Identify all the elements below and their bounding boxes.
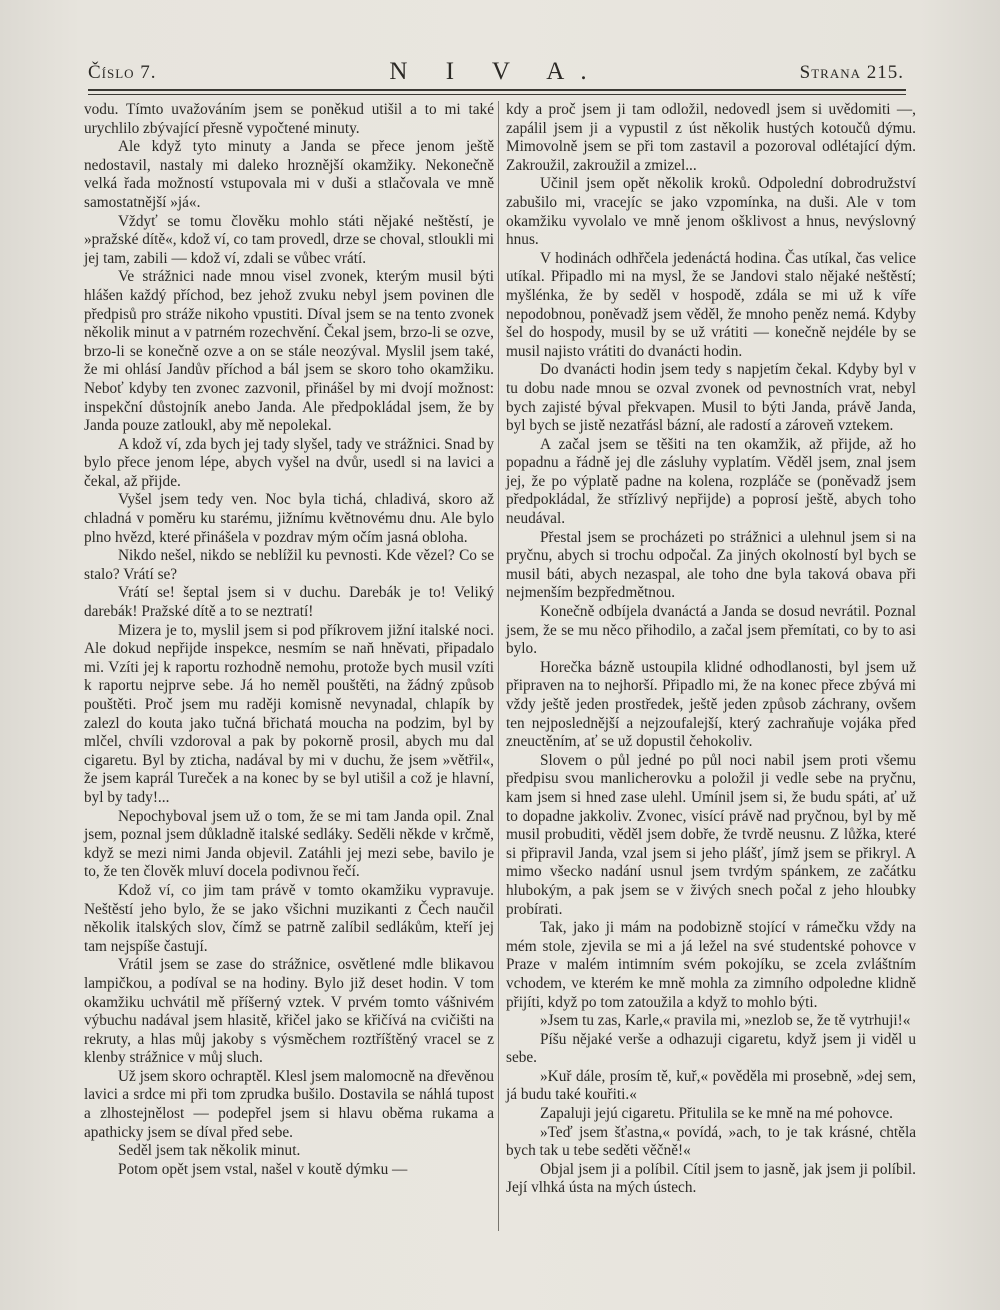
paragraph: Vyšel jsem tedy ven. Noc byla tichá, chladivá, skoro až chladná v poměru ku starému, jižnímu květnovému dnu. Ale bylo plno hvězd, které přinášela v pozdrav mým očím jasná obloha. — [84, 491, 494, 546]
right-column — [506, 101, 916, 1198]
issue-number: Číslo 7. — [88, 62, 157, 83]
page-header — [88, 60, 904, 90]
paragraph: Do dvanácti hodin jsem tedy s napjetím čekal. Kdyby byl v tu dobu nade mnou se ozval zvonek od pevnostních vrat, nebyl bych zajisté býval překvapen. Musil to býti Janda, právě Janda, byl bych se jistě nezatřásl bázní, ale radostí a zároveň vztekem. — [506, 361, 916, 435]
paragraph: Seděl jsem tak několik minut. — [118, 1142, 301, 1160]
paragraph: kdy a proč jsem ji tam odložil, nedovedl jsem si uvědomiti —, zapálil jsem ji a vypustil z úst několik hustých kotoučů dýmu. Mimovolně jsem se při tom zastavil a pozoroval odlétající dým. Zakroužil, zakroužil a zmizel... — [506, 101, 916, 174]
paragraph: »Jsem tu zas, Karle,« pravila mi, »nezlob se, že tě vytrhuji!« — [540, 1012, 911, 1030]
paragraph: Píšu nějaké verše a odhazuji cigaretu, když jsem ji viděl u sebe. — [506, 1030, 916, 1067]
paragraph: Nepochyboval jsem už o tom, že se mi tam Janda opil. Znal jsem, poznal jsem důkladně italské sedláky. Seděli někde v krčmě, když se mezi nimi Janda objevil. Zatáhli jej mezi sebe, bavilo je to, že ten člověk mluví docela podivnou řečí. — [84, 807, 494, 881]
paragraph: Vrátí se! šeptal jsem si v duchu. Darebák je to! Veliký darebák! Pražské dítě a to se neztratí! — [84, 584, 494, 621]
header-rule-thick — [88, 89, 906, 91]
paragraph: Už jsem skoro ochraptěl. Klesl jsem malomocně na dřevěnou lavici a srdce mi při tom zprudka bušilo. Dostavila se náhlá tupost a zlhostejnělost — podepřel jsem si hlavu oběma rukama a apathicky jsem se díval před sebe. — [84, 1067, 494, 1141]
paragraph: Horečka bázně ustoupila klidné odhodlanosti, byl jsem už připraven na to nejhorší. Připadlo mi, že na konec přece zbývá mi vždy ještě jeden prostředek, ještě jeden způsob záchrany, ovšem ten nejposlednější a nejzoufalejší, který zachraňuje vojáka před zneuctěním, ať se už dopustil čehokoliv. — [506, 658, 916, 751]
paragraph: Nikdo nešel, nikdo se neblížil ku pevnosti. Kde vězel? Co se stalo? Vrátí se? — [84, 547, 494, 583]
paragraph: Ale když tyto minuty a Janda se přece jenom ještě nedostavil, nastaly mi daleko hroznější okamžiky. Nekonečně velká řada možností vstupovala mi v duši a stlačovala ve mně samostatnější »já«. — [84, 138, 494, 211]
paragraph: Ve strážnici nade mnou visel zvonek, kterým musil býti hlášen každý příchod, bez jehož zvuku nebyl jsem povinen dle předpisů pro stráže nikoho vpustiti. Díval jsem se na tento zvonek několik minut a v patrném rozechvění. Čekal jsem, brzo-li se ozve, brzo-li se konečně ozve a on se stále neozýval. Myslil jsem také, že mi ohlásí Jandův příchod a bál jsem se skoro toho okamžiku. Neboť kdyby ten zvonec zazvonil, přinášel by mi dvojí možnost: inspekční důstojník anebo Janda. Ale předpokládal jsem, že by Janda pouze zatloukl, aby mě nepolekal. — [84, 268, 494, 435]
paragraph: V hodinách odhřčela jedenáctá hodina. Čas utíkal, čas velice utíkal. Připadlo mi na mysl, že se Jandovi stalo nějaké neštěstí; myšlénka, že by seděl v hospodě, zdála se mi už k víře nepodobnou, poněvadž jsem věděl, že mnoho peněz nemá. Kdyby šel do hospody, musil by se už vrátiti — konečně nejdéle by se musil najisto vrátiti do dvanácti hodin. — [506, 249, 916, 360]
paragraph: Potom opět jsem vstal, našel v koutě dýmku — — [118, 1160, 408, 1178]
paragraph: Vrátil jsem se zase do strážnice, osvětlené mdle blikavou lampičkou, a podíval se na hodiny. Bylo již deset hodin. V tom okamžiku uchvátil mě příšerný vztek. V prvém tomto vášnivém výbuchu nadával jsem hlasitě, křičel jako se křičívá na cvičišti na rekruty, a hlas můj jakoby s výsměchem roztříštěný vracel se z klenby strážnice v můj sluch. — [84, 956, 494, 1067]
paragraph: »Kuř dále, prosím tě, kuř,« pověděla mi prosebně, »dej sem, já budu také kouřiti.« — [506, 1067, 916, 1104]
paragraph: Kdož ví, co jim tam právě v tomto okamžiku vypravuje. Neštěstí jeho bylo, že se jako všichni muzikanti z Čech naučil několik italských slov, čímž se patrně zalíbil sedlákům, kteří jej tam nejspíše častují. — [84, 881, 494, 955]
paragraph: Konečně odbíjela dvanáctá a Janda se dosud nevrátil. Poznal jsem, že se mu něco přihodilo, a začal jsem přemítati, co by to asi bylo. — [506, 603, 916, 658]
left-column — [84, 101, 494, 1179]
magazine-title: N I V A. — [389, 58, 603, 85]
paragraph: A začal jsem se těšiti na ten okamžik, až přijde, až ho popadnu a řádně jej dle zásluhy vyplatím. Věděl jsem, znal jsem jej, že po výplatě padne na kolena, rozpláče se (poněvadž jsem předpokládal, že střízlivý nepřijde) a poprosí ještě, abych toho neudával. — [506, 435, 916, 528]
paragraph: Slovem o půl jedné po půl noci nabil jsem proti všemu předpisu svou manlicherovku a položil ji vedle sebe na pryčnu, kam jsem si hned zase ulehl. Umínil jsem si, že budu spáti, ať už to dopadne jakkoliv. Zvonec, visící právě nad pryčnou, byl by mě musil probuditi, věděl jsem dobře, že tvrdě neusnu. Z lůžka, které si připravil Janda, vzal jsem si jeho plášť, jímž jsem se přikryl. A mimo všecko nadání usnul jsem tvrdým spánkem, ze začátku hlubokým, a pak jsem se v živých snech počal z jeho hloubky probírati. — [506, 751, 916, 918]
paragraph: A kdož ví, zda bych jej tady slyšel, tady ve strážnici. Snad by bylo přece jenom lépe, abych vyšel na dvůr, usedl si na lavici a čekal, až přijde. — [84, 435, 494, 490]
paragraph: vodu. Tímto uvažováním jsem se poněkud utišil a to mi také urychlilo zbývající přesně vypočtené minuty. — [84, 101, 494, 137]
page-number: Strana 215. — [799, 62, 904, 83]
paragraph: Mizera je to, myslil jsem si pod příkrovem jižní italské noci. Ale dokud nepřijde inspekce, nesmím se naň hněvati, připadalo mi. Vzíti jej k raportu rozhodně nemohu, protože bych musil vzíti k raportu nejprve sebe. Já ho neměl pouštěti, na žádný způsob pouštěti. Proč jsem mu raději komisně nevynadal, chlapík by zalezl do kouta jako tučná břichatá moucha na podzim, byl by mlčel, chvíli vzdoroval a pak by pokorně prosil, abych mu dal cigaretu. Byl by zticha, nadával by mi v duchu, že jsem »větřil«, že jsem kaprál Tureček a na konec by se byl utišil a což je hlavní, byl by tady!... — [84, 621, 494, 806]
paragraph: Učinil jsem opět několik kroků. Odpolední dobrodružství zabušilo mi, vracejíc se jako vzpomínka, na duši. Ale v tom okamžiku vyvolalo ve mně jenom ošklivost a hnus, nevýslovný hnus. — [506, 175, 916, 249]
paragraph: Objal jsem ji a políbil. Cítil jsem to jasně, jak jsem ji políbil. Její vlhká ústa na mých ústech. — [506, 1160, 916, 1197]
column-divider — [498, 101, 499, 1231]
paragraph: Zapaluji jejú cigaretu. Přitulila se ke mně na mé pohovce. — [540, 1105, 893, 1123]
paragraph: Přestal jsem se procházeti po strážnici a ulehnul jsem si na pryčnu, abych si trochu odpočal. Za jiných okolností byl bych se musil báti, abych nezaspal, ale toho dne byla taková obava při nejmenším bezpředmětnou. — [506, 528, 916, 602]
paragraph: Vždyť se tomu člověku mohlo státi nějaké neštěstí, je »pražské dítě«, kdož ví, co tam provedl, drze se choval, stloukli mi jej tam, zabili — kdož ví, zdali se vůbec vrátí. — [84, 212, 494, 267]
paragraph: »Teď jsem šťastna,« povídá, »ach, to je tak krásné, chtěla bych tak u tebe seděti věčně!« — [506, 1123, 916, 1160]
paragraph: Tak, jako ji mám na podobizně stojící v rámečku vždy na mém stole, zjevila se mi a já ležel na své studentské pohovce v Praze v malém intimním svém pokojíku, se zcela zvláštním vchodem, ve kterém ke mně mohla za zimního odpoledne klidně přijíti, když po tom zatoužila a když to mohlo býti. — [506, 919, 916, 1011]
header-rule-thin — [88, 94, 906, 95]
